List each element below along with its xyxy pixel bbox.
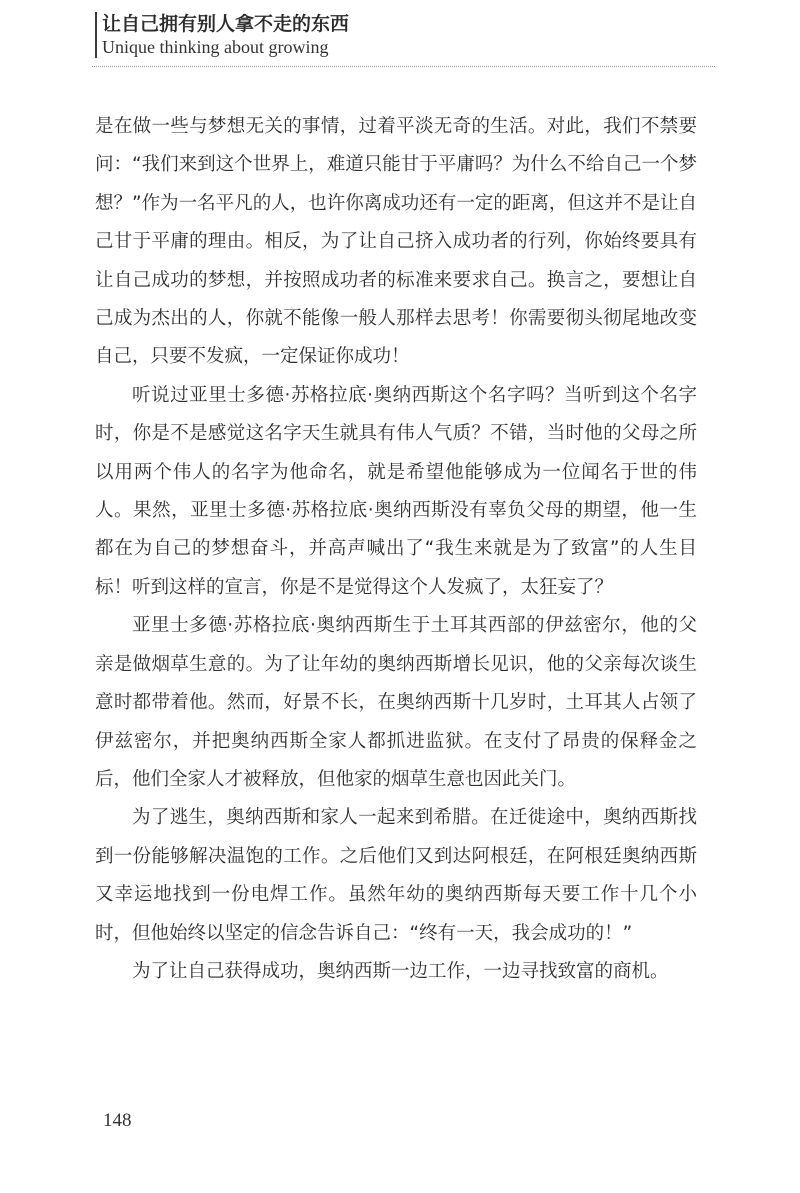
book-title-english: Unique thinking about growing — [102, 37, 329, 57]
header-divider — [92, 66, 715, 67]
paragraph-continued: 是在做一些与梦想无关的事情，过着平淡无奇的生活。对此，我们不禁要问：“我们来到这个世界上，难道只能甘于平庸吗？为什么不给自己一个梦想？”作为一名平凡的人，也许你离成功还有一定的距离，但这并不是让自己甘于平庸的理由。相反，为了让自己挤入成功者的行列，你始终要具有让自己成功的梦想，并按照成功者的标准来要求自己。换言之，要想让自己成为杰出的人，你就不能像一般人那样去思考！你需要彻头彻尾地改变自己，只要不发疯，一定保证你成功！ — [95, 116, 697, 368]
paragraph: 亚里士多德·苏格拉底·奥纳西斯生于土耳其西部的伊兹密尔，他的父亲是做烟草生意的。为了让年幼的奥纳西斯增长见识，他的父亲每次谈生意时都带着他。然而，好景不长，在奥纳西斯十几岁时，土耳其人占领了伊兹密尔，并把奥纳西斯全家人都抓进监狱。在支付了昂贵的保释金之后，他们全家人才被释放，但他家的烟草生意也因此关门。 — [95, 615, 697, 790]
body-text — [95, 108, 697, 991]
paragraph: 为了逃生，奥纳西斯和家人一起来到希腊。在迁徙途中，奥纳西斯找到一份能够解决温饱的工作。之后他们又到达阿根廷，在阿根廷奥纳西斯又幸运地找到一份电焊工作。虽然年幼的奥纳西斯每天要工作十几个小时，但他始终以坚定的信念告诉自己：“终有一天，我会成功的！” — [95, 807, 697, 944]
book-title-chinese: 让自己拥有别人拿不走的东西 — [102, 13, 350, 35]
paragraph: 听说过亚里士多德·苏格拉底·奥纳西斯这个名字吗？当听到这个名字时，你是不是感觉这名字天生就具有伟人气质？不错，当时他的父母之所以用两个伟人的名字为他命名，就是希望他能够成为一位闻名于世的伟人。果然，亚里士多德·苏格拉底·奥纳西斯没有辜负父母的期望，他一生都在为自己的梦想奋斗，并高声喊出了“我生来就是为了致富”的人生目标！听到这样的宣言，你是不是觉得这个人发疯了，太狂妄了？ — [95, 384, 697, 598]
paragraph: 为了让自己获得成功，奥纳西斯一边工作，一边寻找致富的商机。 — [132, 960, 669, 982]
page-number: 148 — [103, 1110, 132, 1131]
running-header — [95, 12, 722, 58]
